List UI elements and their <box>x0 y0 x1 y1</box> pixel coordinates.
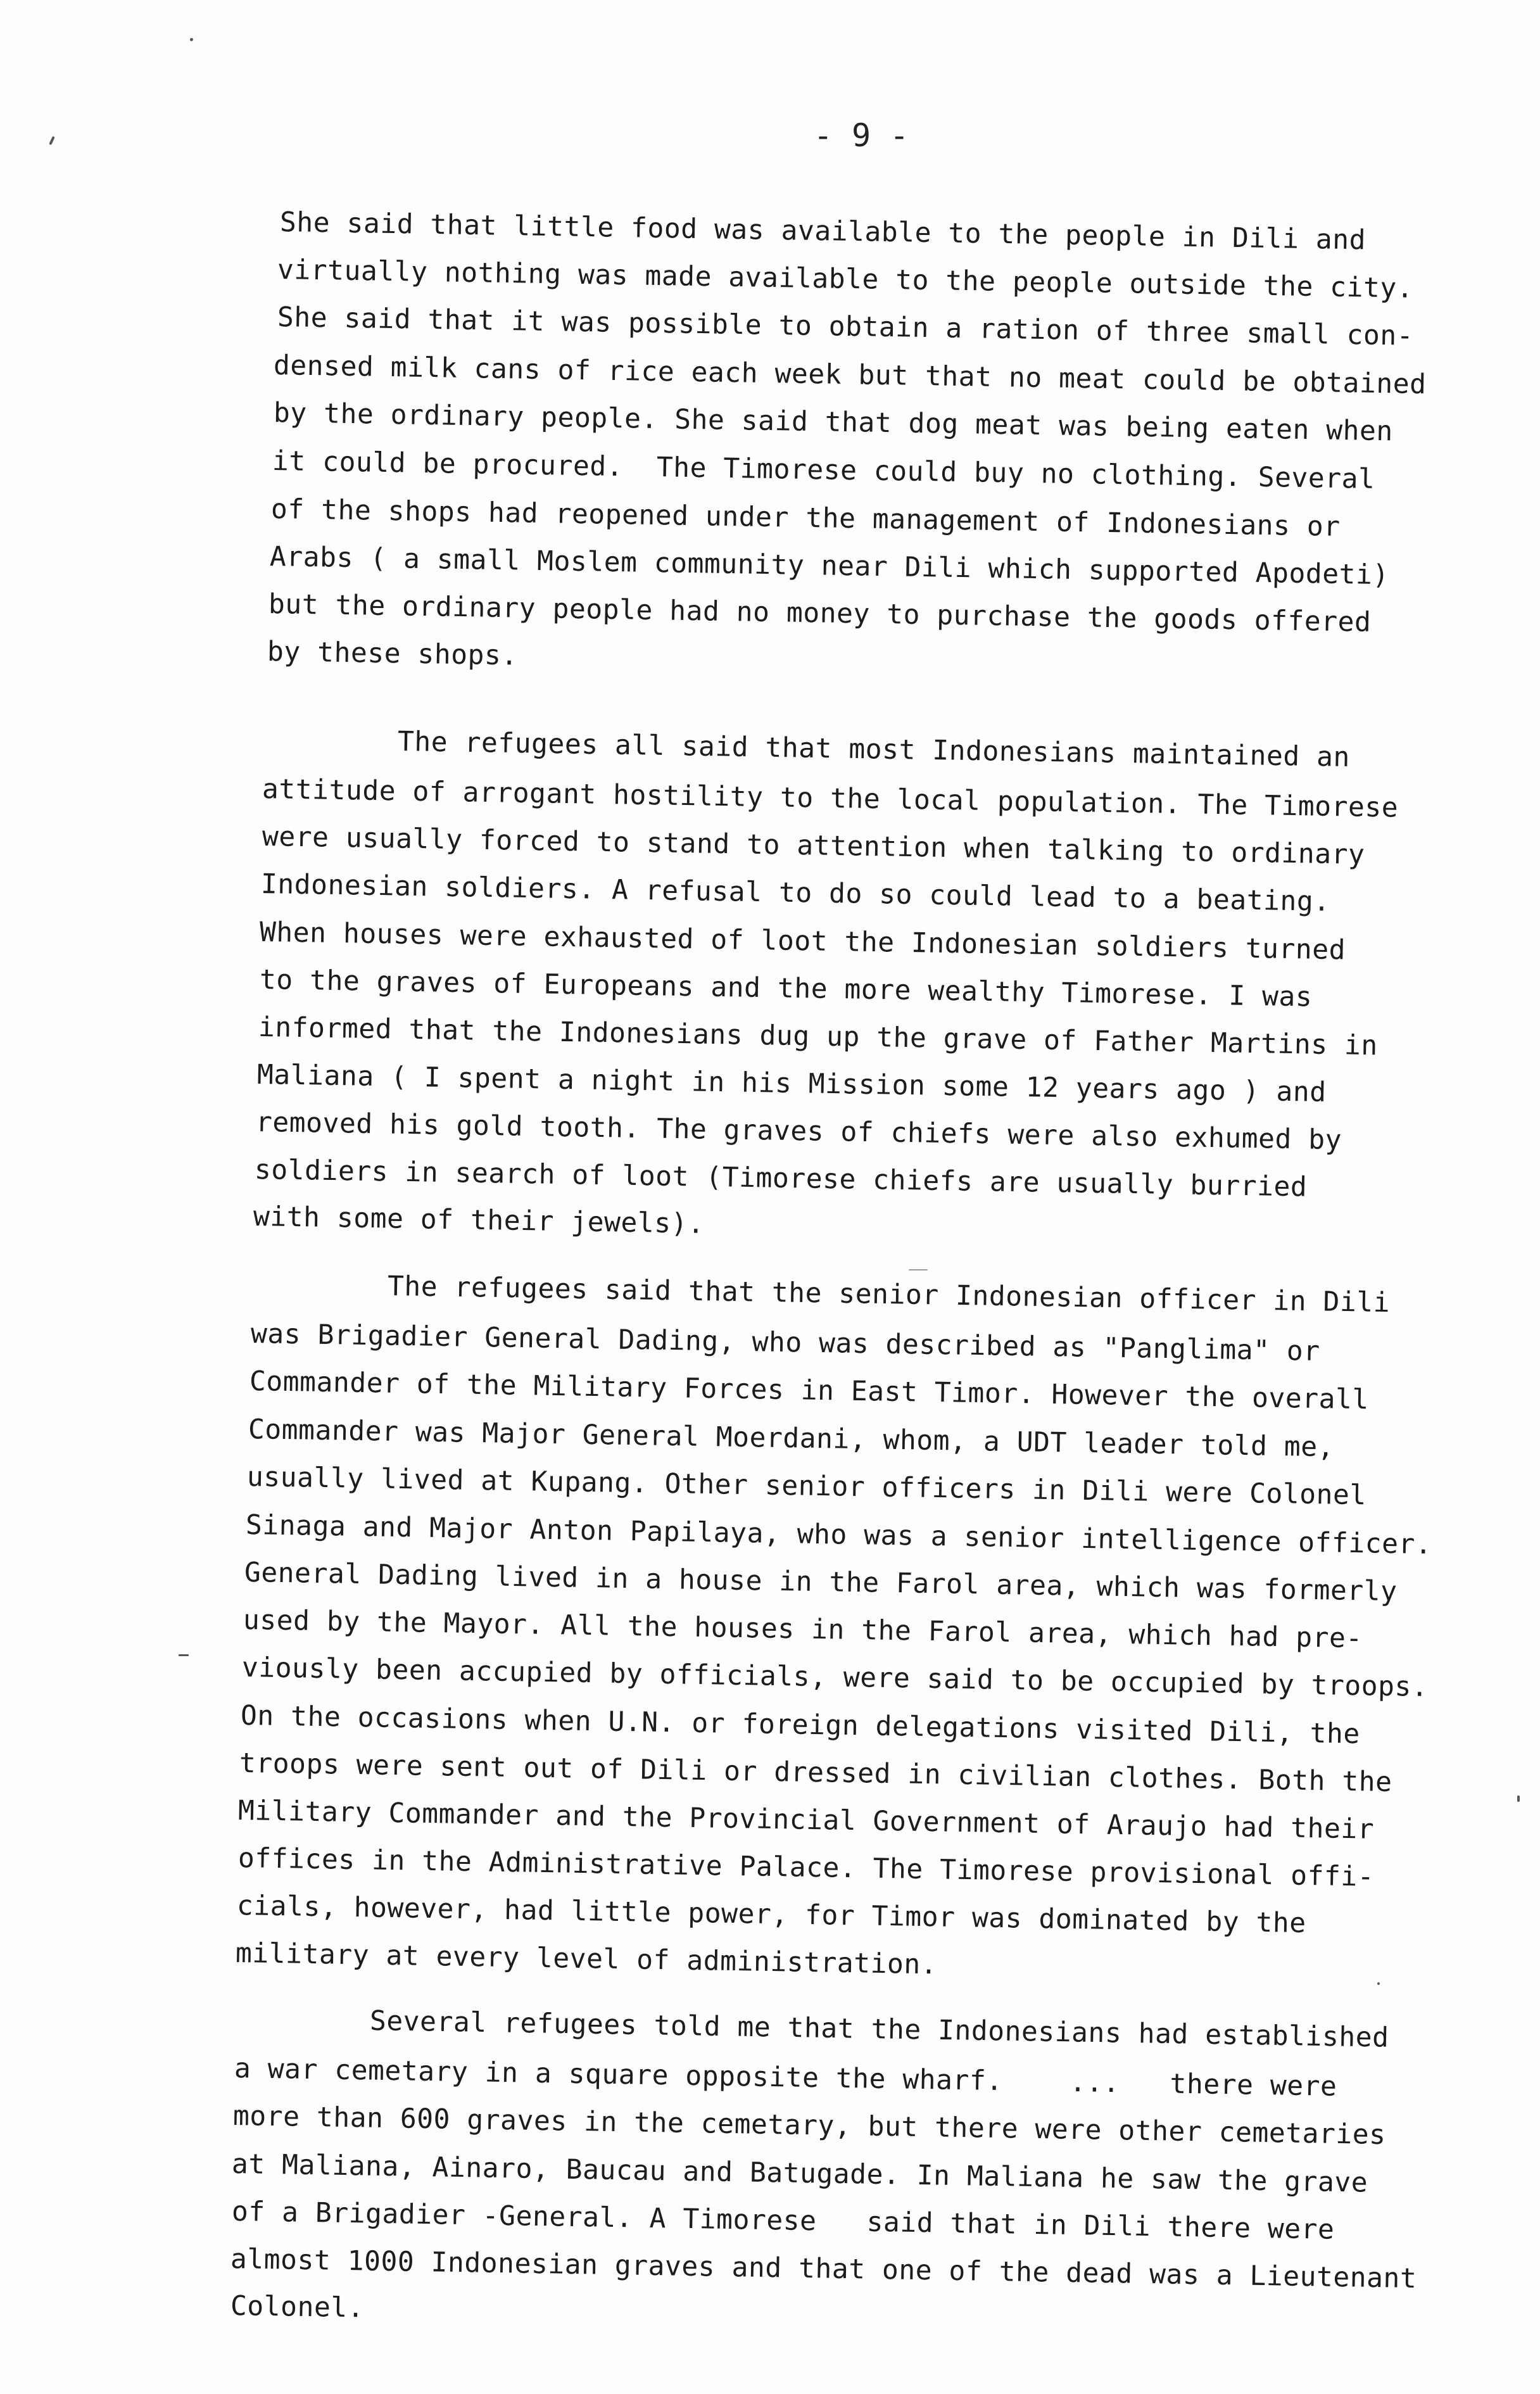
text-line: a war cemetary in a square opposite the wharf. ... there were <box>234 2053 1337 2103</box>
text-line: at Maliana, Ainaro, Baucau and Batugade. In Maliana he saw the grave <box>231 2148 1368 2199</box>
text-line: Commander of the Military Forces in East Timor. However the overall <box>249 1365 1370 1416</box>
text-line: it could be procured. The Timorese could buy no clothing. Several <box>272 445 1375 495</box>
text-line: with some of their jewels). <box>253 1201 705 1240</box>
text-line: offices in the Administrative Palace. The Timorese provisional offi- <box>237 1842 1375 1893</box>
text-line: The refugees all said that most Indonesians maintained an <box>397 726 1351 773</box>
text-line: military at every level of administration. <box>235 1937 938 1981</box>
text-line: attitude of arrogant hostility to the local population. The Timorese <box>262 773 1399 824</box>
text-line: to the graves of Europeans and the more wealthy Timorese. I was <box>259 964 1313 1013</box>
scan-speck <box>1377 1982 1380 1985</box>
text-line: viously been accupied by officials, were said to be occupied by troops. <box>241 1652 1429 1704</box>
text-line: troops were sent out of Dili or dressed in civilian clothes. Both the <box>239 1747 1392 1799</box>
text-line: Colonel. <box>230 2290 365 2324</box>
text-line: used by the Mayor. All the houses in the Farol area, which had pre- <box>243 1604 1363 1655</box>
page-number: - 9 - <box>813 117 909 154</box>
scan-speck <box>179 1654 189 1656</box>
text-line: was Brigadier General Dading, who was described as "Panglima" or <box>250 1318 1321 1367</box>
text-line: General Dading lived in a house in the Farol area, which was formerly <box>244 1557 1398 1608</box>
text-line: Military Commander and the Provincial Government of Araujo had their <box>237 1795 1375 1846</box>
text-line: densed milk cans of rice each week but that no meat could be obtained <box>273 350 1427 401</box>
text-line: The refugees said that the senior Indonesian officer in Dili <box>387 1270 1391 1319</box>
text-line: Arabs ( a small Moslem community near Dili which supported Apodeti) <box>269 541 1390 592</box>
text-line: Indonesian soldiers. A refusal to do so could lead to a beating. <box>260 868 1331 918</box>
text-line: soldiers in search of loot (Timorese chiefs are usually burried <box>254 1154 1308 1203</box>
text-line: She said that it was possible to obtain a ration of three small con- <box>277 301 1414 352</box>
text-line: Commander was Major General Moerdani, whom, a UDT leader told me, <box>248 1414 1335 1464</box>
text-line: of a Brigadier -General. A Timorese said that in Dili there were <box>231 2196 1335 2246</box>
text-line: removed his gold tooth. The graves of chiefs were also exhumed by <box>255 1106 1342 1156</box>
text-line: were usually forced to stand to attention when talking to ordinary <box>262 821 1365 871</box>
text-line: by these shops. <box>267 636 519 672</box>
text-line: virtually nothing was made available to the people outside the city. <box>277 254 1414 305</box>
text-line: of the shops had reopened under the management of Indonesians or <box>270 493 1341 543</box>
text-line: Maliana ( I spent a night in his Mission some 12 years ago ) and <box>256 1059 1327 1108</box>
text-line: more than 600 graves in the cemetary, but there were other cemetaries <box>232 2100 1386 2151</box>
text-line: usually lived at Kupang. Other senior officers in Dili were Colonel <box>246 1461 1367 1512</box>
text-line: When houses were exhausted of loot the Indonesian soldiers turned <box>259 916 1346 966</box>
text-line: On the occasions when U.N. or foreign delegations visited Dili, the <box>240 1700 1361 1751</box>
text-line: but the ordinary people had no money to purchase the goods offered <box>268 588 1372 638</box>
scan-speck <box>190 38 193 41</box>
scan-speck <box>49 136 55 145</box>
text-line: She said that little food was available to the people in Dili and <box>279 206 1366 256</box>
scan-speck <box>1517 1796 1520 1802</box>
scan-speck <box>909 1269 928 1270</box>
text-line: informed that the Indonesians dug up the grave of Father Martins in <box>258 1011 1379 1062</box>
text-line: cials, however, had little power, for Timor was dominated by the <box>236 1890 1307 1939</box>
text-line: by the ordinary people. She said that dog meat was being eaten when <box>273 397 1394 448</box>
text-line: almost 1000 Indonesian graves and that one of the dead was a Lieutenant <box>230 2243 1417 2295</box>
text-line: Several refugees told me that the Indonesians had established <box>369 2005 1389 2054</box>
text-line: Sinaga and Major Anton Papilaya, who was a senior intelligence officer. <box>245 1509 1432 1561</box>
